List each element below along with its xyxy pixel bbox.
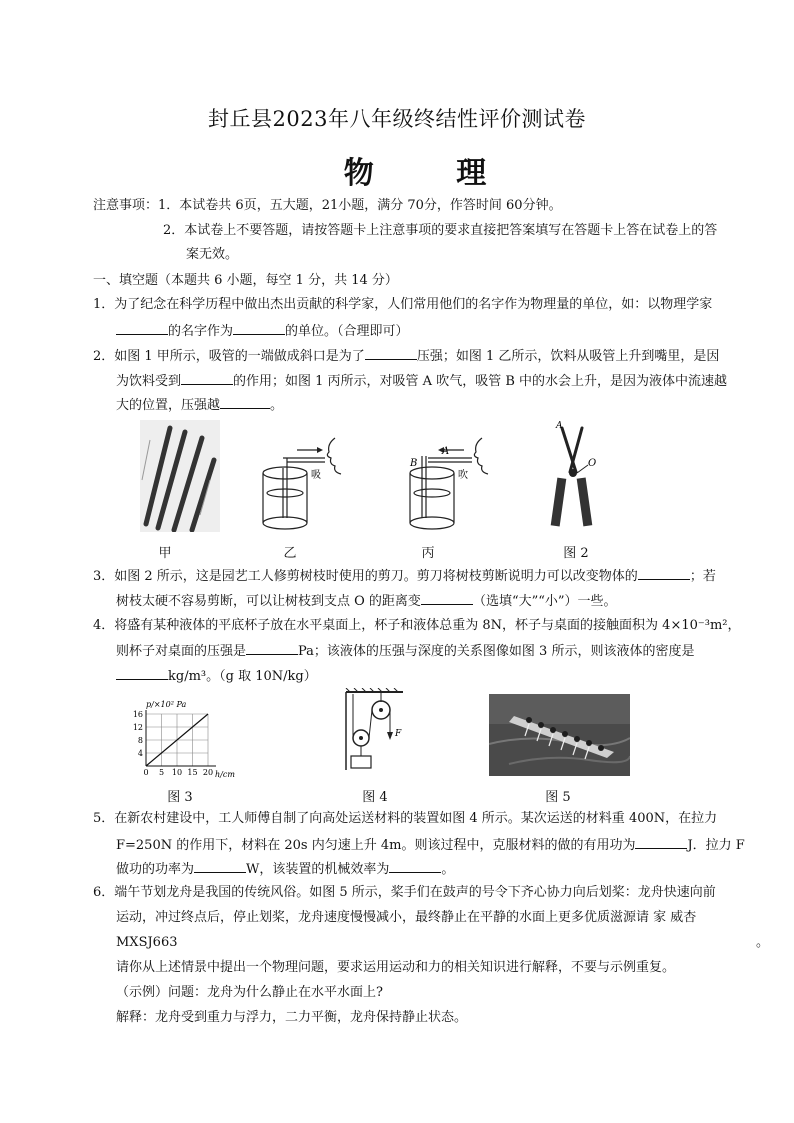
q3-line-1 xyxy=(93,566,716,586)
subject-title: 物 理 xyxy=(343,156,523,191)
notes-item-1: 1．本试卷共 6页，五大题，21小题，满分 70分，作答时间 60分钟。 xyxy=(158,198,562,213)
answer-blank[interactable] xyxy=(389,859,441,873)
caption-jia: 甲 xyxy=(158,546,172,561)
answer-blank[interactable] xyxy=(220,395,270,409)
label-xi: 吸 xyxy=(311,470,321,481)
q5-text: F=250N 的作用下，材料在 20s 内匀速上升 4m。则该过程中，克服材料的做的有用功为 xyxy=(116,838,636,853)
q4-line-2 xyxy=(116,641,694,661)
q3-text: 3．如图 2 所示，这是园艺工人修剪树枝时使用的剪刀。剪刀将树枝剪断说明力可以改变物体的 xyxy=(93,569,638,584)
q4-line-1: 4．将盛有某种液体的平底杯子放在水平桌面上，杯子和液体总重为 8N，杯子与桌面的接触面积为 4×10⁻³m²， xyxy=(93,618,741,633)
label-a: A xyxy=(556,421,563,431)
chart-xtick-label: 5 xyxy=(158,768,165,777)
q4-text: kg/m³。（g 取 10N/kg） xyxy=(168,669,317,684)
straw-slant-figure xyxy=(140,420,220,532)
answer-blank[interactable] xyxy=(246,641,298,655)
answer-blank[interactable] xyxy=(638,566,690,580)
q6-line-2: 运动，冲过终点后，停止划桨，龙舟速度慢慢减小，最终静止在平静的水面上更多优质滋源请 家 威杏 xyxy=(116,910,697,925)
caption-fig2: 图 2 xyxy=(563,546,589,561)
answer-blank[interactable] xyxy=(635,835,687,849)
straw-drink-figure xyxy=(255,418,355,533)
caption-fig3: 图 3 xyxy=(167,790,193,805)
q1-text: 的名字作为 xyxy=(168,324,234,339)
label-force-f: F xyxy=(395,729,402,739)
pulley-figure xyxy=(328,688,418,778)
q3-text: 树枝太硬不容易剪断，可以让树枝到支点 O 的距离变 xyxy=(116,594,421,609)
label-a: A xyxy=(442,446,450,457)
q2-text: 。 xyxy=(270,398,284,413)
chart-ytick-label: 16 xyxy=(132,710,143,719)
caption-fig5: 图 5 xyxy=(545,790,571,805)
q2-text: 为饮料受到 xyxy=(116,374,182,389)
chart-xtick-label: 0 xyxy=(143,768,149,777)
caption-bing: 丙 xyxy=(421,546,435,561)
q6-line-1: 6．端午节划龙舟是我国的传统风俗。如图 5 所示，桨手们在鼓声的号令下齐心协力向后划桨：龙舟快速向前 xyxy=(93,885,716,900)
notes-item-2b: 案无效。 xyxy=(186,247,239,262)
pruning-shears-figure xyxy=(540,418,610,530)
q5-text: J．拉力 F xyxy=(687,838,745,853)
q4-text: 则杯子对桌面的压强是 xyxy=(116,644,247,659)
notes-item-2a: 2．本试卷上不要答题，请按答题卡上注意事项的要求直接把答案填写在答题卡上答在试卷上的答 xyxy=(163,223,718,238)
answer-blank[interactable] xyxy=(116,321,168,335)
straw-blow-figure xyxy=(402,418,502,533)
q1-text: 的单位。（合理即可） xyxy=(285,324,409,339)
q3-text: （选填“大”“小”）一些。 xyxy=(472,594,617,609)
label-b: B xyxy=(410,458,418,469)
q2-text: 压强；如图 1 乙所示，饮料从吸管上升到嘴里，是因 xyxy=(416,349,720,364)
chart-xtick-label: 10 xyxy=(171,768,183,777)
chart-ytick-label: 12 xyxy=(132,723,143,732)
pressure-depth-chart xyxy=(128,698,243,780)
q3-text: ；若 xyxy=(689,569,716,584)
answer-blank[interactable] xyxy=(181,371,233,385)
chart-ytick-label: 4 xyxy=(137,749,143,758)
q2-line-2 xyxy=(116,371,727,391)
label-chui: 吹 xyxy=(458,470,468,481)
q5-line-1: 5．在新农村建设中，工人师傅自制了向高处运送材料的装置如图 4 所示。某次运送的材料重 400N，在拉力 xyxy=(93,811,718,826)
answer-blank[interactable] xyxy=(365,346,417,360)
q4-line-3 xyxy=(116,666,317,686)
label-o: O xyxy=(588,458,597,469)
q1-line-2 xyxy=(116,321,409,341)
chart-xtick-label: 20 xyxy=(202,768,214,777)
notes-label: 注意事项： xyxy=(93,198,159,213)
dragon-boat-photo xyxy=(489,694,630,776)
q5-line-3 xyxy=(116,859,454,879)
q6-line-4: 请你从上述情景中提出一个物理问题，要求运用运动和力的相关知识进行解释，不要与示例重复。 xyxy=(116,960,676,975)
q1-line-1: 1．为了纪念在科学历程中做出杰出贡献的科学家，人们常用他们的名字作为物理量的单位，如：以物理学家 xyxy=(93,297,713,312)
section-heading: 一、填空题（本题共 6 小题，每空 1 分，共 14 分） xyxy=(93,273,398,288)
answer-blank[interactable] xyxy=(233,321,285,335)
chart-ytick-label: 8 xyxy=(137,736,143,745)
page-title: 封丘县2023年八年级终结性评价测试卷 xyxy=(208,107,586,131)
caption-fig4: 图 4 xyxy=(362,790,388,805)
q2-line-1 xyxy=(93,346,719,366)
q6-example-question: （示例）问题：龙舟为什么静止在水平水面上? xyxy=(116,985,383,1000)
notes-line-1 xyxy=(93,197,562,215)
q2-text: 2．如图 1 甲所示，吸管的一端做成斜口是为了 xyxy=(93,349,365,364)
q6-line-3-end: 。 xyxy=(756,935,770,950)
caption-yi: 乙 xyxy=(283,546,297,561)
q5-line-2 xyxy=(116,835,745,855)
chart-xlabel: h/cm xyxy=(215,770,235,779)
q2-text: 的作用；如图 1 丙所示，对吸管 A 吹气，吸管 B 中的水会上升，是因为液体中流速越 xyxy=(233,374,728,389)
q3-line-2 xyxy=(116,591,617,611)
answer-blank[interactable] xyxy=(421,591,473,605)
answer-blank[interactable] xyxy=(116,666,168,680)
q2-text: 大的位置，压强越 xyxy=(116,398,221,413)
chart-ylabel: p/×10² Pa xyxy=(146,700,187,709)
q5-text: 。 xyxy=(441,862,455,877)
q6-example-answer: 解释：龙舟受到重力与浮力，二力平衡，龙舟保持静止状态。 xyxy=(116,1010,468,1025)
q2-line-3 xyxy=(116,395,283,415)
q6-line-3: MXSJ663 xyxy=(116,935,178,950)
chart-xtick-label: 15 xyxy=(187,768,198,777)
q4-text: Pa；该液体的压强与深度的关系图像如图 3 所示，则该液体的密度是 xyxy=(298,644,695,659)
q5-text: 做功的功率为 xyxy=(116,862,195,877)
q5-text: W，该装置的机械效率为 xyxy=(246,862,390,877)
answer-blank[interactable] xyxy=(194,859,246,873)
